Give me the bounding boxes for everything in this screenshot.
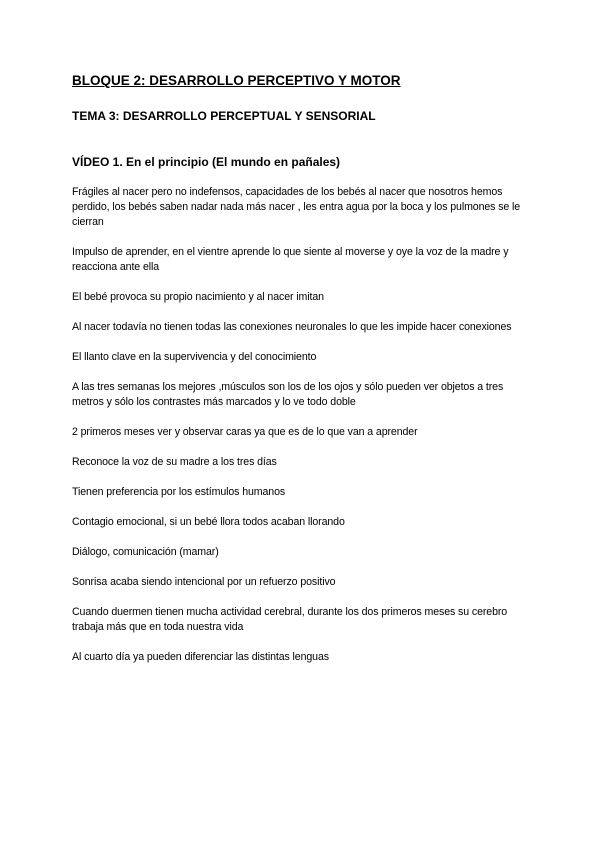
note-paragraph: Reconoce la voz de su madre a los tres días (72, 456, 277, 468)
note-paragraph: Cuando duermen tienen mucha actividad cerebral, durante los dos primeros meses su cerebro trabaja más que en toda nuestra vida (72, 606, 508, 633)
note-paragraph: Tienen preferencia por los estímulos humanos (72, 486, 286, 498)
note-paragraph: El bebé provoca su propio nacimiento y al nacer imitan (72, 291, 324, 303)
note-paragraph: Al nacer todavía no tienen todas las conexiones neuronales lo que les impide hacer conexiones (72, 321, 512, 333)
note-paragraph: Impulso de aprender, en el vientre aprende lo que siente al moverse y oye la voz de la madre y reacciona ante ella (72, 246, 509, 273)
note-paragraph: Contagio emocional, si un bebé llora todos acaban llorando (72, 516, 345, 528)
notes-body (72, 185, 532, 665)
note-paragraph: Al cuarto día ya pueden diferenciar las distintas lenguas (72, 651, 329, 663)
note-paragraph: Frágiles al nacer pero no indefensos, capacidades de los bebés al nacer que nosotros hemos perdido, los bebés saben nadar nada más nacer , les entra agua por la boca y los pulmones se le cierran (72, 186, 521, 228)
note-paragraph: Sonrisa acaba siendo intencional por un refuerzo positivo (72, 576, 336, 588)
note-paragraph: El llanto clave en la supervivencia y del conocimiento (72, 351, 317, 363)
note-paragraph: A las tres semanas los mejores ,músculos son los de los ojos y sólo pueden ver objetos a tres metros y sólo los contrastes más marcados y lo ve todo doble (72, 381, 504, 408)
block-title: BLOQUE 2: DESARROLLO PERCEPTIVO Y MOTOR (72, 73, 401, 88)
topic-title: TEMA 3: DESARROLLO PERCEPTUAL Y SENSORIAL (72, 109, 376, 123)
document-page (72, 72, 532, 680)
note-paragraph: 2 primeros meses ver y observar caras ya que es de lo que van a aprender (72, 426, 418, 438)
video-title: VÍDEO 1. En el principio (El mundo en pañales) (72, 155, 341, 169)
note-paragraph: Diálogo, comunicación (mamar) (72, 546, 219, 558)
